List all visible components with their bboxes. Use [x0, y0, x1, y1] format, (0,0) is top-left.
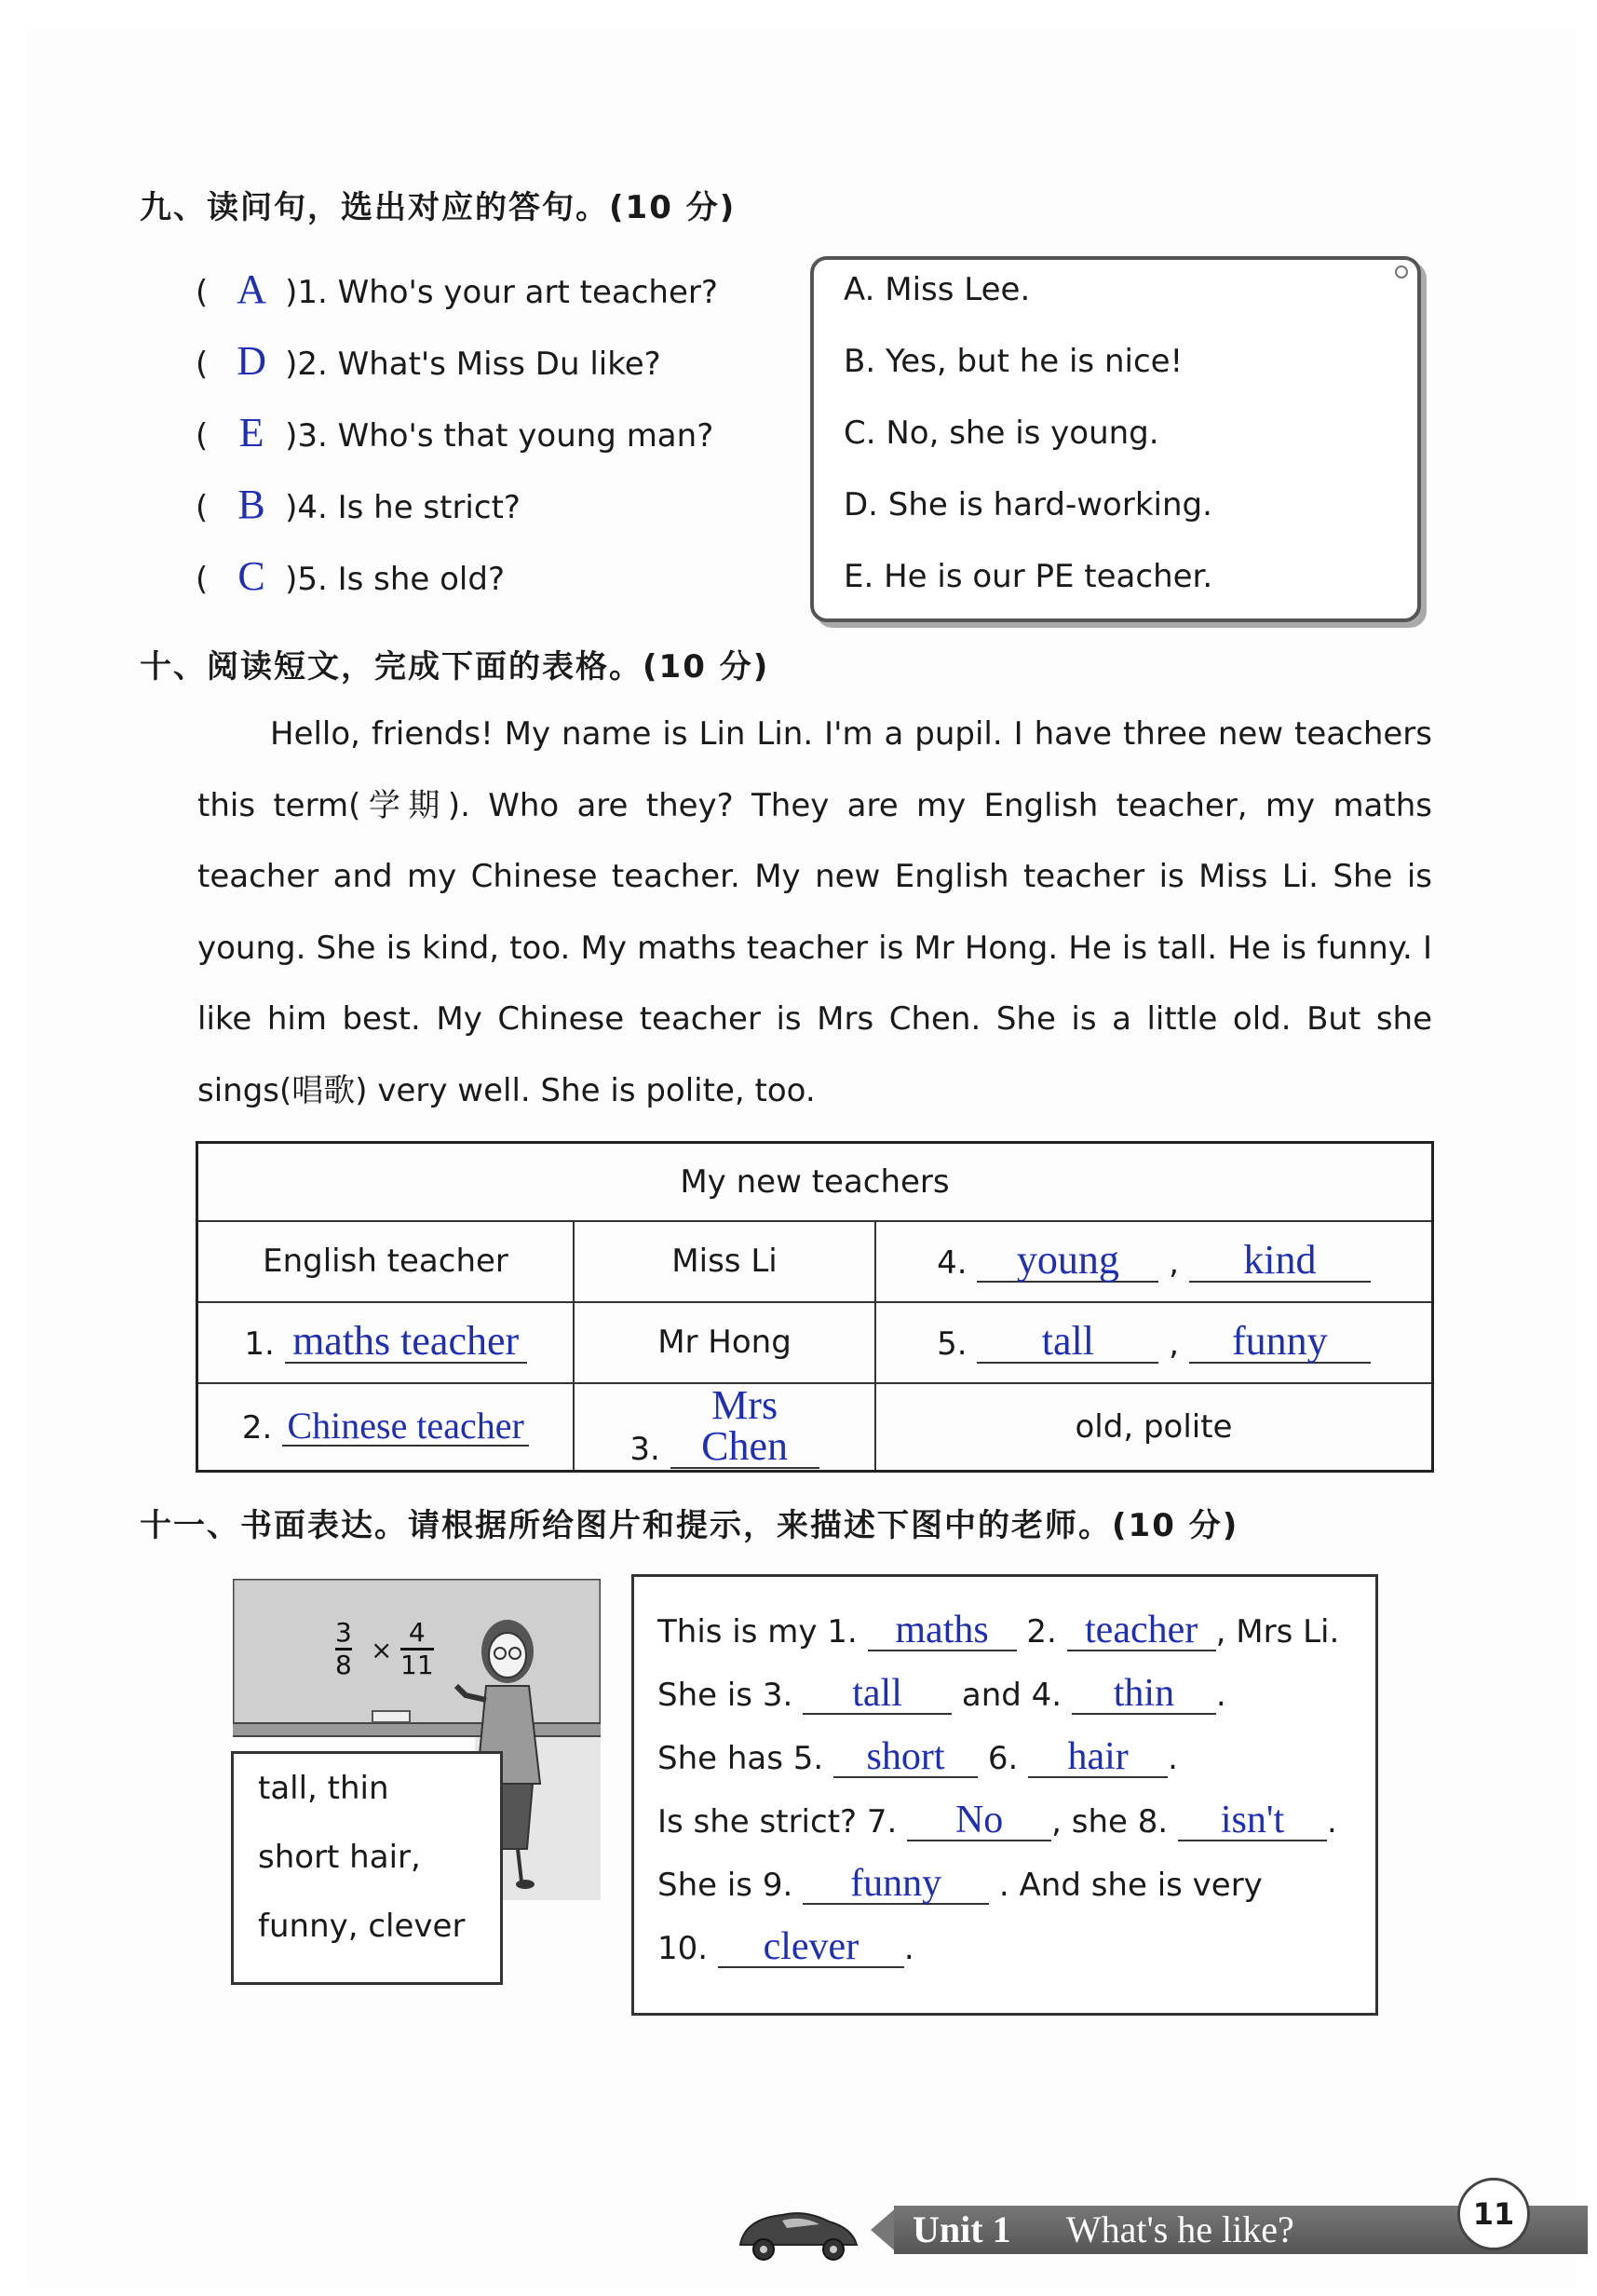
writing-line-3: She has 5. short 6. hair .	[657, 1735, 1178, 1778]
cell-name: Mr Hong	[574, 1302, 875, 1383]
page-number: 11	[1457, 2178, 1530, 2250]
cell-subject: 1. maths teacher	[197, 1302, 575, 1383]
blank-4a: young	[977, 1240, 1158, 1283]
section-10-title: 十、阅读短文，完成下面的表格。(10 分)	[140, 648, 770, 686]
section-11-title: 十一、书面表达。请根据所给图片和提示，来描述下图中的老师。(10 分)	[140, 1507, 1239, 1544]
blank-5a: tall	[977, 1321, 1158, 1364]
writing-line-2: She is 3. tall and 4. thin .	[657, 1672, 1226, 1715]
hint-2: short hair,	[258, 1839, 421, 1876]
reading-passage: Hello, friends! My name is Lin Lin. I'm a pupil. I have three new teachers this term(学期). Who are they? They are my English teacher, my maths teacher and my Chinese teacher. My new English teacher is Miss Li. She is young. She is kind, too. My maths teacher is Mr Hong. He is tall. He is funny. I like him best. My Chinese teacher is Mrs Chen. She is a little old. But she sings(唱歌) very well. She is polite, too.	[197, 715, 1432, 1109]
option-a: A. Miss Lee.	[844, 271, 1031, 308]
cell-traits: 4. young , kind	[875, 1221, 1433, 1302]
question-4: ( B )4. Is he strict?	[196, 482, 521, 527]
question-2: ( D )2. What's Miss Du like?	[196, 338, 661, 384]
board-times: ×	[371, 1635, 393, 1665]
option-d: D. She is hard-working.	[844, 486, 1212, 523]
hint-box	[231, 1751, 503, 1985]
board-fraction-2: 4 11	[400, 1617, 434, 1680]
answer-3: E	[238, 410, 264, 455]
cell-traits: 5. tall , funny	[875, 1302, 1433, 1383]
writing-line-6: 10. clever .	[657, 1925, 914, 1968]
cell-traits: old, polite	[875, 1383, 1433, 1472]
blank-2: Chinese teacher	[282, 1407, 529, 1447]
table-row	[197, 1383, 1433, 1472]
writing-line-4: Is she strict? 7. No , she 8. isn't .	[657, 1799, 1337, 1841]
options-box	[810, 256, 1421, 622]
answer-4: B	[237, 482, 265, 527]
table-row	[197, 1221, 1433, 1302]
cell-subject: English teacher	[197, 1221, 575, 1302]
footer-unit-title: Unit 1 What's he like?	[913, 2208, 1294, 2250]
teachers-table	[196, 1141, 1434, 1473]
cell-name: 3. Mrs Chen	[574, 1383, 875, 1472]
option-b: B. Yes, but he is nice!	[844, 343, 1184, 380]
option-c: C. No, she is young.	[844, 414, 1159, 452]
table-row	[197, 1302, 1433, 1383]
board-fraction-1: 3 8	[335, 1617, 352, 1680]
answer-1: A	[237, 266, 266, 312]
answer-2: D	[237, 338, 266, 384]
corner-dot-icon	[1395, 265, 1408, 279]
question-5: ( C )5. Is she old?	[196, 553, 506, 599]
table-title: My new teachers	[197, 1143, 1433, 1221]
hint-3: funny, clever	[258, 1908, 466, 1945]
writing-box	[631, 1574, 1378, 2016]
answer-5: C	[237, 553, 265, 599]
blank-4b: kind	[1189, 1240, 1371, 1283]
writing-line-1: This is my 1. maths 2. teacher , Mrs Li.	[657, 1609, 1340, 1651]
section-9-title: 九、读问句，选出对应的答句。(10 分)	[140, 189, 737, 226]
blank-3: Mrs Chen	[670, 1385, 819, 1469]
hint-1: tall, thin	[258, 1770, 389, 1807]
question-1: ( A )1. Who's your art teacher?	[196, 266, 718, 312]
blank-5b: funny	[1189, 1321, 1371, 1364]
cell-subject: 2. Chinese teacher	[197, 1383, 575, 1472]
option-e: E. He is our PE teacher.	[844, 558, 1213, 595]
blank-1: maths teacher	[285, 1321, 527, 1364]
car-icon	[731, 2198, 871, 2268]
question-3: ( E )3. Who's that young man?	[196, 410, 714, 455]
cell-name: Miss Li	[574, 1221, 875, 1302]
writing-line-5: She is 9. funny . And she is very	[657, 1862, 1263, 1905]
